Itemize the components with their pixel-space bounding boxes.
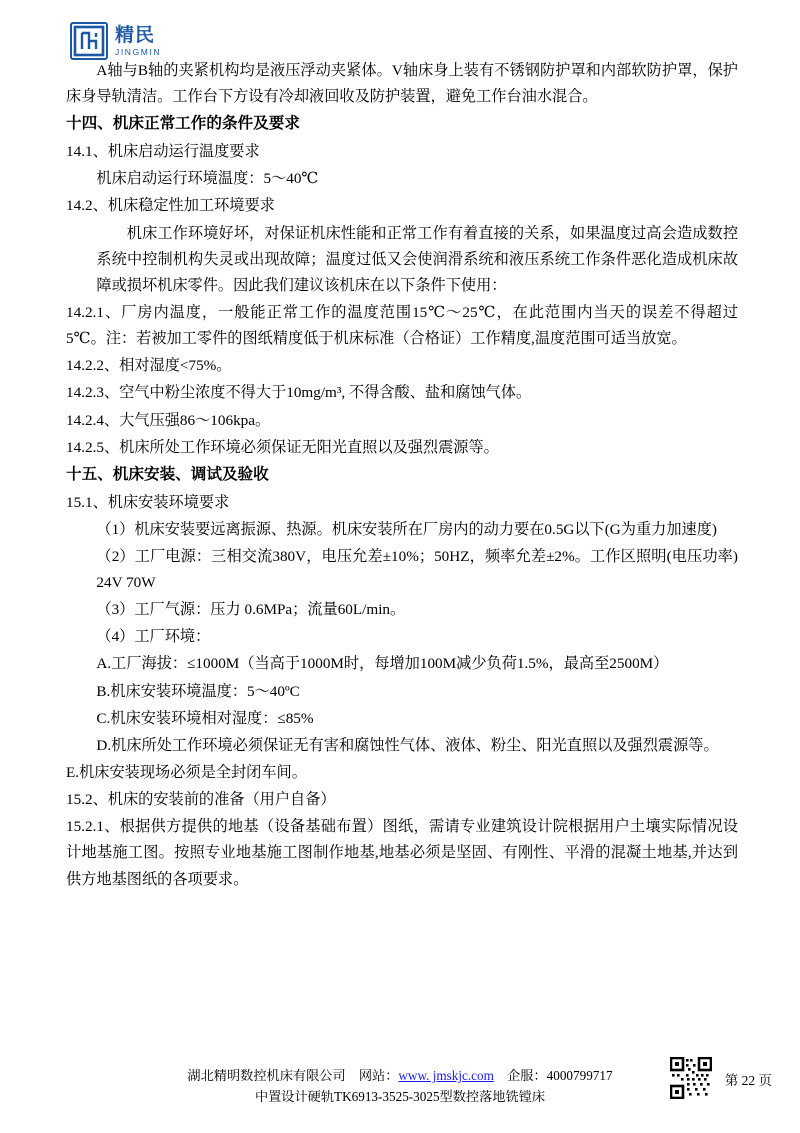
section-heading: 十五、机床安装、调试及验收 <box>66 465 269 483</box>
paragraph: 14.2.4、大气压强86～106kpa。 <box>66 411 271 429</box>
paragraph: 14.2.1、厂房内温度，一般能正常工作的温度范围15℃～25℃，在此范围内当天的误差不得超过5℃。注：若被加工零件的图纸精度低于机床标准（合格证）工作精度,温度范围可适当放宽。 <box>66 303 738 348</box>
paragraph: （3）工厂气源：压力 0.6MPa；流量60L/min。 <box>96 601 406 619</box>
paragraph: 15.1、机床安装环境要求 <box>66 493 230 511</box>
paragraph: 15.2、机床的安装前的准备（用户自备） <box>66 791 336 809</box>
footer-website-link[interactable]: www. jmskjc.com <box>398 1068 494 1084</box>
paragraph: 机床工作环境好坏，对保证机床性能和正常工作有着直接的关系，如果温度过高会造成数控系统中控制机构失灵或出现故障；温度过低又会使润滑系统和液压系统工作条件恶化造成机床故障或损坏机床零件。因此我们建议该机床在以下条件下使用： <box>96 224 738 294</box>
logo-wordmark <box>115 26 161 57</box>
section-heading: 十四、机床正常工作的条件及要求 <box>66 115 300 133</box>
jingmin-logo-icon <box>70 22 108 60</box>
paragraph: 15.2.1、根据供方提供的地基（设备基础布置）图纸，需请专业建筑设计院根据用户土壤实际情况设计地基施工图。按照专业地基施工图制作地基,地基必须是坚固、有刚性、平滑的混凝土地基,并达到供方地基图纸的各项要求。 <box>66 818 738 888</box>
company-logo <box>70 22 161 60</box>
footer-service-phone: 4000799717 <box>546 1068 613 1084</box>
paragraph: B.机床安装环境温度：5～40ºC <box>96 682 300 700</box>
footer-website-label: 网站： <box>358 1068 399 1084</box>
document-body <box>66 58 738 894</box>
paragraph: 14.2.3、空气中粉尘浓度不得大于10mg/m³, 不得含酸、盐和腐蚀气体。 <box>66 384 532 402</box>
page-number: 第 22 页 <box>724 1073 772 1088</box>
paragraph: 14.2.2、相对湿度<75%。 <box>66 357 232 375</box>
footer-product-line: 中置设计硬轨TK6913-3525-3025型数控落地铣镗床 <box>254 1088 546 1104</box>
paragraph: （1）机床安装要远离振源、热源。机床安装所在厂房内的动力要在0.5G以下(G为重力加速度) <box>96 520 717 538</box>
paragraph: （4）工厂环境： <box>96 628 211 646</box>
logo-name-en: JINGMIN <box>115 46 162 57</box>
page-footer <box>0 1066 800 1107</box>
paragraph: E.机床安装现场必须是全封闭车间。 <box>66 764 307 781</box>
footer-company: 湖北精明数控机床有限公司 <box>187 1068 346 1084</box>
paragraph: A.工厂海拔：≤1000M（当高于1000M时，每增加100M减少负荷1.5%，最高至2500M） <box>96 655 669 673</box>
paragraph: 机床启动运行环境温度：5～40℃ <box>96 170 319 188</box>
paragraph: D.机床所处工作环境必须保证无有害和腐蚀性气体、液体、粉尘、阳光直照以及强烈震源等。 <box>96 736 719 754</box>
paragraph: 14.2、机床稳定性加工环境要求 <box>66 197 275 215</box>
footer-service-label: 企服： <box>507 1068 547 1084</box>
qr-code-icon <box>670 1057 712 1099</box>
paragraph: 14.2.5、机床所处工作环境必须保证无阳光直照以及强烈震源等。 <box>66 438 499 456</box>
paragraph: A轴与B轴的夹紧机构均是液压浮动夹紧体。V轴床身上装有不锈钢防护罩和内部软防护罩，保护床身导轨清洁。工作台下方设有冷却液回收及防护装置，避免工作台油水混合。 <box>66 62 738 106</box>
logo-name-cn: 精民 <box>115 24 156 46</box>
paragraph: C.机床安装环境相对湿度：≤85% <box>96 709 314 727</box>
paragraph: （2）工厂电源：三相交流380V，电压允差±10%；50HZ，频率允差±2%。工作区照明(电压功率) 24V 70W <box>96 547 738 592</box>
paragraph: 14.1、机床启动运行温度要求 <box>66 143 260 161</box>
